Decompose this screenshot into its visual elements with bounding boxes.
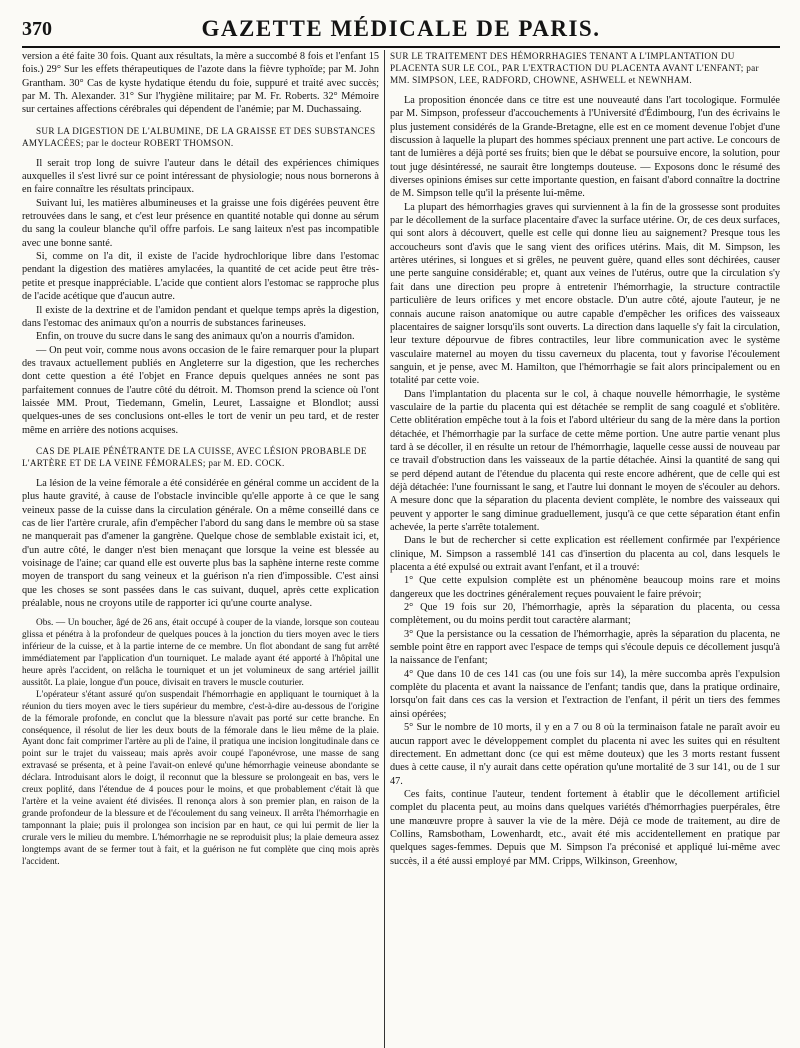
paragraph: La proposition énoncée dans ce titre est une nouveauté dans l'art tocologique. Formulée par M. Simpson, professeur d'accouchements à l'Université d'Édimbourg, l'un des écrivains le plus justement considérés de la Grande-Bretagne, elle est en ce moment devenue l'objet d'une discussion à laquelle la plupart des hommes spéciaux prennent une part active. Le concours de tant de lumières a déjà porté ses fruits; bien que le débat se poursuive encore, la solution, pour tout juge désintéressé, ne saurait être longtemps douteuse. — Exposons donc le résumé des diverses opinions émises sur cette importante question, en faisant d'abord connaître la doctrine de M. Simpson telle qu'il la présente lui-même. — [390, 95, 780, 200]
paragraph: Dans l'implantation du placenta sur le col, à chaque nouvelle hémorrhagie, le système vasculaire de la partie du placenta qui est détachée se remplit de sang coagulé et s'oblitère. Cette oblitération empêche tout à la fois et l'abord ultérieur du sang de la mère dans la portion détachée, et l'hémorrhagie par la surface de cette même portion. Une autre partie venant plus tard à se décoller, il en résulte un retour de l'hémorrhagie, laquelle cesse aussi de nouveau par ce travail d'obstruction dans les vaisseaux de la partie détachée. Ainsi la quantité de sang qui se perd dépend autant de l'étendue du placenta qui reste encore adhérent, que de celle qui est déjà détachée: l'une fournissant le sang, et l'autre lui donnant le moyen de s'écouler au dehors. A mesure donc que la séparation du placenta devient complète, le nombre des vaisseaux qui peuvent y apporter le sang diminue graduellement, jusqu'à ce que cette séparation étant enfin achevée, la perte s'arrête totalement. — [390, 388, 780, 533]
observation-paragraph: L'opérateur s'étant assuré qu'on suspendait l'hémorrhagie en appliquant le tourniquet à la réunion du tiers moyen avec le tiers supérieur du membre, c'est-à-dire au-dessous de l'origine de la fémorale profonde, en conclut que la blessure n'avait pas porté sur cette branche. En conséquence, il résolut de lier les deux bouts de la fémorale dans le lieu même de la plaie. Ayant donc fait comprimer l'artère au pli de l'aine, il pratiqua une incision longitudinale dans ce point sur le trajet du vaisseau; mais après avoir coupé l'aponévrose, une masse de sang extravasé se présenta, et à peine l'avait-on enlevé qu'une hémorrhagie veineuse abondante se déclara. Introduisant alors le doigt, il reconnut que la blessure se prolongeait en bas, vers le creux poplité, dans l'étendue de 4 pouces pour le moins, et que probablement c'était là que l'artère et la veine avaient été divisées. Il renonça alors à son premier plan, en raison de la grande profondeur de la blessure et de l'écoulement du sang veineux. Il arrêta l'hémorrhagie en tamponnant la plaie; puis il prolongea son incision par en haut, ce qui lui permit de lier la crurale vers le milieu du membre. L'hémorrhagie ne se reproduisit plus; la plaie demeura assez longtemps avant de se fermer tout à fait, et la guérison ne fut complète que cinq mois après l'accident. — [22, 689, 379, 867]
numbered-finding: 1° Que cette expulsion complète est un phénomène beaucoup moins rare et moins dangereux que les doctrines généralement reçues pouvaient le faire prévoir; — [390, 575, 780, 600]
paragraph: Enfin, on trouve du sucre dans le sang des animaux qu'on a nourris d'amidon. — [36, 331, 355, 343]
continued-paragraph: version a été faite 30 fois. Quant aux résultats, la mère a succombé 8 fois et l'enfant 15 fois.) 29° Sur les effets thérapeutiques de l'azote dans la fièvre typhoïde; par M. John Grantham. 30° Cas de kyste hydatique étendu du foie, suppuré et traité avec succès; par M. Th. Alexander. 31° Sur l'hygiène militaire; par M. Fr. Roberts. 32° Mémoire sur certaines affections cérébrales qui dépendent de l'anémie; par M. Duchassaing. — [22, 51, 379, 116]
numbered-finding: 4° Que dans 10 de ces 141 cas (ou une fois sur 14), la mère succomba après l'expulsion complète du placenta et avant la naissance de l'enfant; tandis que, dans la pratique ordinaire, lorsqu'on fait dans ces cas la version et l'extraction de l'enfant, il périt un tiers des femmes ainsi opérées; — [390, 668, 780, 720]
page-number: 370 — [22, 18, 52, 40]
journal-title: GAZETTE MÉDICALE DE PARIS. — [201, 16, 601, 41]
section-heading-plaie-cuisse: CAS DE PLAIE PÉNÉTRANTE DE LA CUISSE, AVEC LÉSION PROBABLE DE L'ARTÈRE ET DE LA VEINE FÉMORALES; par M. ED. COCK. — [22, 445, 367, 468]
paragraph: Il existe de la dextrine et de l'amidon pendant et quelque temps après la digestion, dans l'estomac des animaux qu'on a nourris de substances farineuses. — [22, 304, 379, 329]
numbered-finding: 5° Sur le nombre de 10 morts, il y en a 7 ou 8 où la terminaison fatale ne paraît avoir eu aucun rapport avec le développement complet du placenta ni avec les suites qui en résultent directement. En admettant donc (ce qui est même douteux) que les 3 morts restant fussent dues à cette cause, il n'y aurait dans cette opération qu'une mortalité de 3 sur 141, ou de 1 sur 47. — [390, 722, 780, 787]
paragraph: Ces faits, continue l'auteur, tendent fortement à établir que le décollement artificiel complet du placenta peut, au moins dans quelques variétés d'hémorrhagies puerpérales, être une manœuvre propre à sauver la vie de la mère. Déjà ce mode de traitement, au dire de Collins, Ramsbotham, Lowenhardt, etc., avait été mis accidentellement en pratique par quelques sages-femmes. Depuis que M. Simpson l'a préconisé et appliqué lui-même avec succès, il a été aussi employé par MM. Cripps, Wilkinson, Greenhow, — [390, 788, 780, 867]
section-heading-digestion: SUR LA DIGESTION DE L'ALBUMINE, DE LA GRAISSE ET DES SUBSTANCES AMYLACÉES; par le docteur ROBERT THOMSON. — [22, 125, 376, 148]
paragraph: Il serait trop long de suivre l'auteur dans le détail des expériences chimiques auxquelles il s'est livré sur ce point intéressant de physiologie; nous nous bornerons à en faire connaître les résultats principaux. — [22, 157, 379, 196]
numbered-finding: 2° Que 19 fois sur 20, l'hémorrhagie, après la séparation du placenta, ou cessa complètement, ou du moins perdit tout caractère alarmant; — [390, 602, 780, 627]
paragraph: Dans le but de rechercher si cette explication est réellement confirmée par l'expérience clinique, M. Simpson a rassemblé 141 cas d'insertion du placenta au col, dans lesquels le placenta a été expulsé ou extrait avant l'enfant, et il a trouvé: — [390, 535, 780, 574]
paragraph: Si, comme on l'a dit, il existe de l'acide hydrochlorique libre dans l'estomac pendant la digestion des matières amylacées, la quantité de cet acide peut être très-petite et presque inappréciable. L'acide que contient alors l'estomac se rapproche plus de l'acide acétique que d'aucun autre. — [22, 251, 379, 303]
section-heading-placenta: SUR LE TRAITEMENT DES HÉMORRHAGIES TENANT A L'IMPLANTATION DU PLACENTA SUR LE COL, PAR L'EXTRACTION DU PLACENTA AVANT L'ENFANT; par MM. SIMPSON, LEE, RADFORD, CHOWNE, ASHWELL et NEWNHAM. — [390, 51, 759, 85]
paragraph: Suivant lui, les matières albumineuses et la graisse une fois digérées peuvent être retrouvées dans le sang, et c'est leur présence en quantité notable qui donne au sérum du sang la couleur blanche qu'il offre parfois. Le sang laiteux n'est pas incompatible avec une bonne santé. — [22, 197, 379, 249]
two-column-body — [22, 50, 780, 1048]
paragraph: La lésion de la veine fémorale a été considérée en général comme un accident de la plus haute gravité, à cause de l'obstacle invincible qu'elle apporte à ce que le sang veineux passe de la cuisse dans la circulation générale. On a même conseillé dans ce cas de lier l'artère crurale, afin d'empêcher l'abord du sang dans le membre où sa stase ne manquerait pas d'amener la gangrène. Quelque chose de semblable existait ici, et, d'un autre côté, le danger n'est bien menaçant que lorsque la veine est blessée au voisinage de l'aine; car quand elle est ouverte plus bas la saphène interne reste comme moyen de transport du sang veineux et la guérison n'a rien d'impossible. C'est ainsi que les choses se sont passées dans le cas suivant, duquel, après cette explication préalable, nous ne croyons utile de rapporter ici qu'une courte analyse. — [22, 477, 379, 610]
paragraph: La plupart des hémorrhagies graves qui surviennent à la fin de la grossesse sont produites par le décollement de la surface placentaire d'avec la surface utérine. Or, de ces deux surfaces, qui sont alors à découvert, quelle est celle qui donne lieu au saignement? Presque tous les accoucheurs sont d'avis que le sang vient des orifices utérins. Mais, dit M. Simpson, les artères utérines, si longues et si grêles, ne peuvent guère, quand elles sont déchirées, causer une perte sanguine considérable; et, quant aux veines de l'utérus, outre que la circulation s'y fait dans une direction peu propre à entretenir l'hémorrhagie, la structure contractile particulière de leurs orifices y met encore obstacle. D'un autre côté, ajoute l'auteur, je ne connais aucune raison anatomique ou autre capable d'empêcher les orifices des vaisseaux placentaires de saigner lorsqu'ils sont ouverts. La direction dans laquelle s'y fait la circulation, leur texture dépourvue de fibres contractiles, leur libre communication avec le système vasculaire maternel au moyen du tissu caverneux du placenta, tout y favorise l'écoulement sanguin, et je pense, avec M. Hamilton, que l'hémorrhagie se fait alors principalement ou en totalité par cette voie. — [390, 201, 780, 387]
left-column — [22, 50, 379, 1048]
column-rule — [384, 50, 385, 1048]
paragraph: — On peut voir, comme nous avons occasion de le faire remarquer pour la plupart des travaux actuellement publiés en Angleterre sur la digestion, que les recherches dont cette question a été l'objet en France depuis quelques années ne sont pas parfaitement connues de l'autre côté du détroit. M. Thomson prend la science où l'ont laissée MM. Prout, Tiedemann, Gmelin, Leuret, Lassaigne et Blondlot; aussi quelques-unes de ses conclusions ont-elles le tort de venir un peu tard, et de rester même en arrière des notions acquises. — [22, 344, 379, 436]
right-column — [390, 50, 780, 1048]
running-header — [22, 16, 780, 48]
observation-paragraph: Obs. — Un boucher, âgé de 26 ans, était occupé à couper de la viande, lorsque son couteau glissa et pénétra à la profondeur de quelques pouces à la jonction du tiers moyen avec le tiers inférieur de la cuisse, et à la partie interne de ce membre. Un flot abondant de sang fut arrêté immédiatement par l'application d'un tourniquet. Le malade ayant été apporté à l'hôpital une heure après l'accident, on relâcha le tourniquet et un jet volumineux de sang artériel jaillit aussitôt. La plaie, longue d'un pouce, divisait en travers le muscle couturier. — [22, 618, 379, 688]
numbered-finding: 3° Que la persistance ou la cessation de l'hémorrhagie, après la séparation du placenta, ne semble point être en rapport avec l'espace de temps qui s'écoule depuis ce décollement jusqu'à la naissance de l'enfant; — [390, 628, 780, 667]
